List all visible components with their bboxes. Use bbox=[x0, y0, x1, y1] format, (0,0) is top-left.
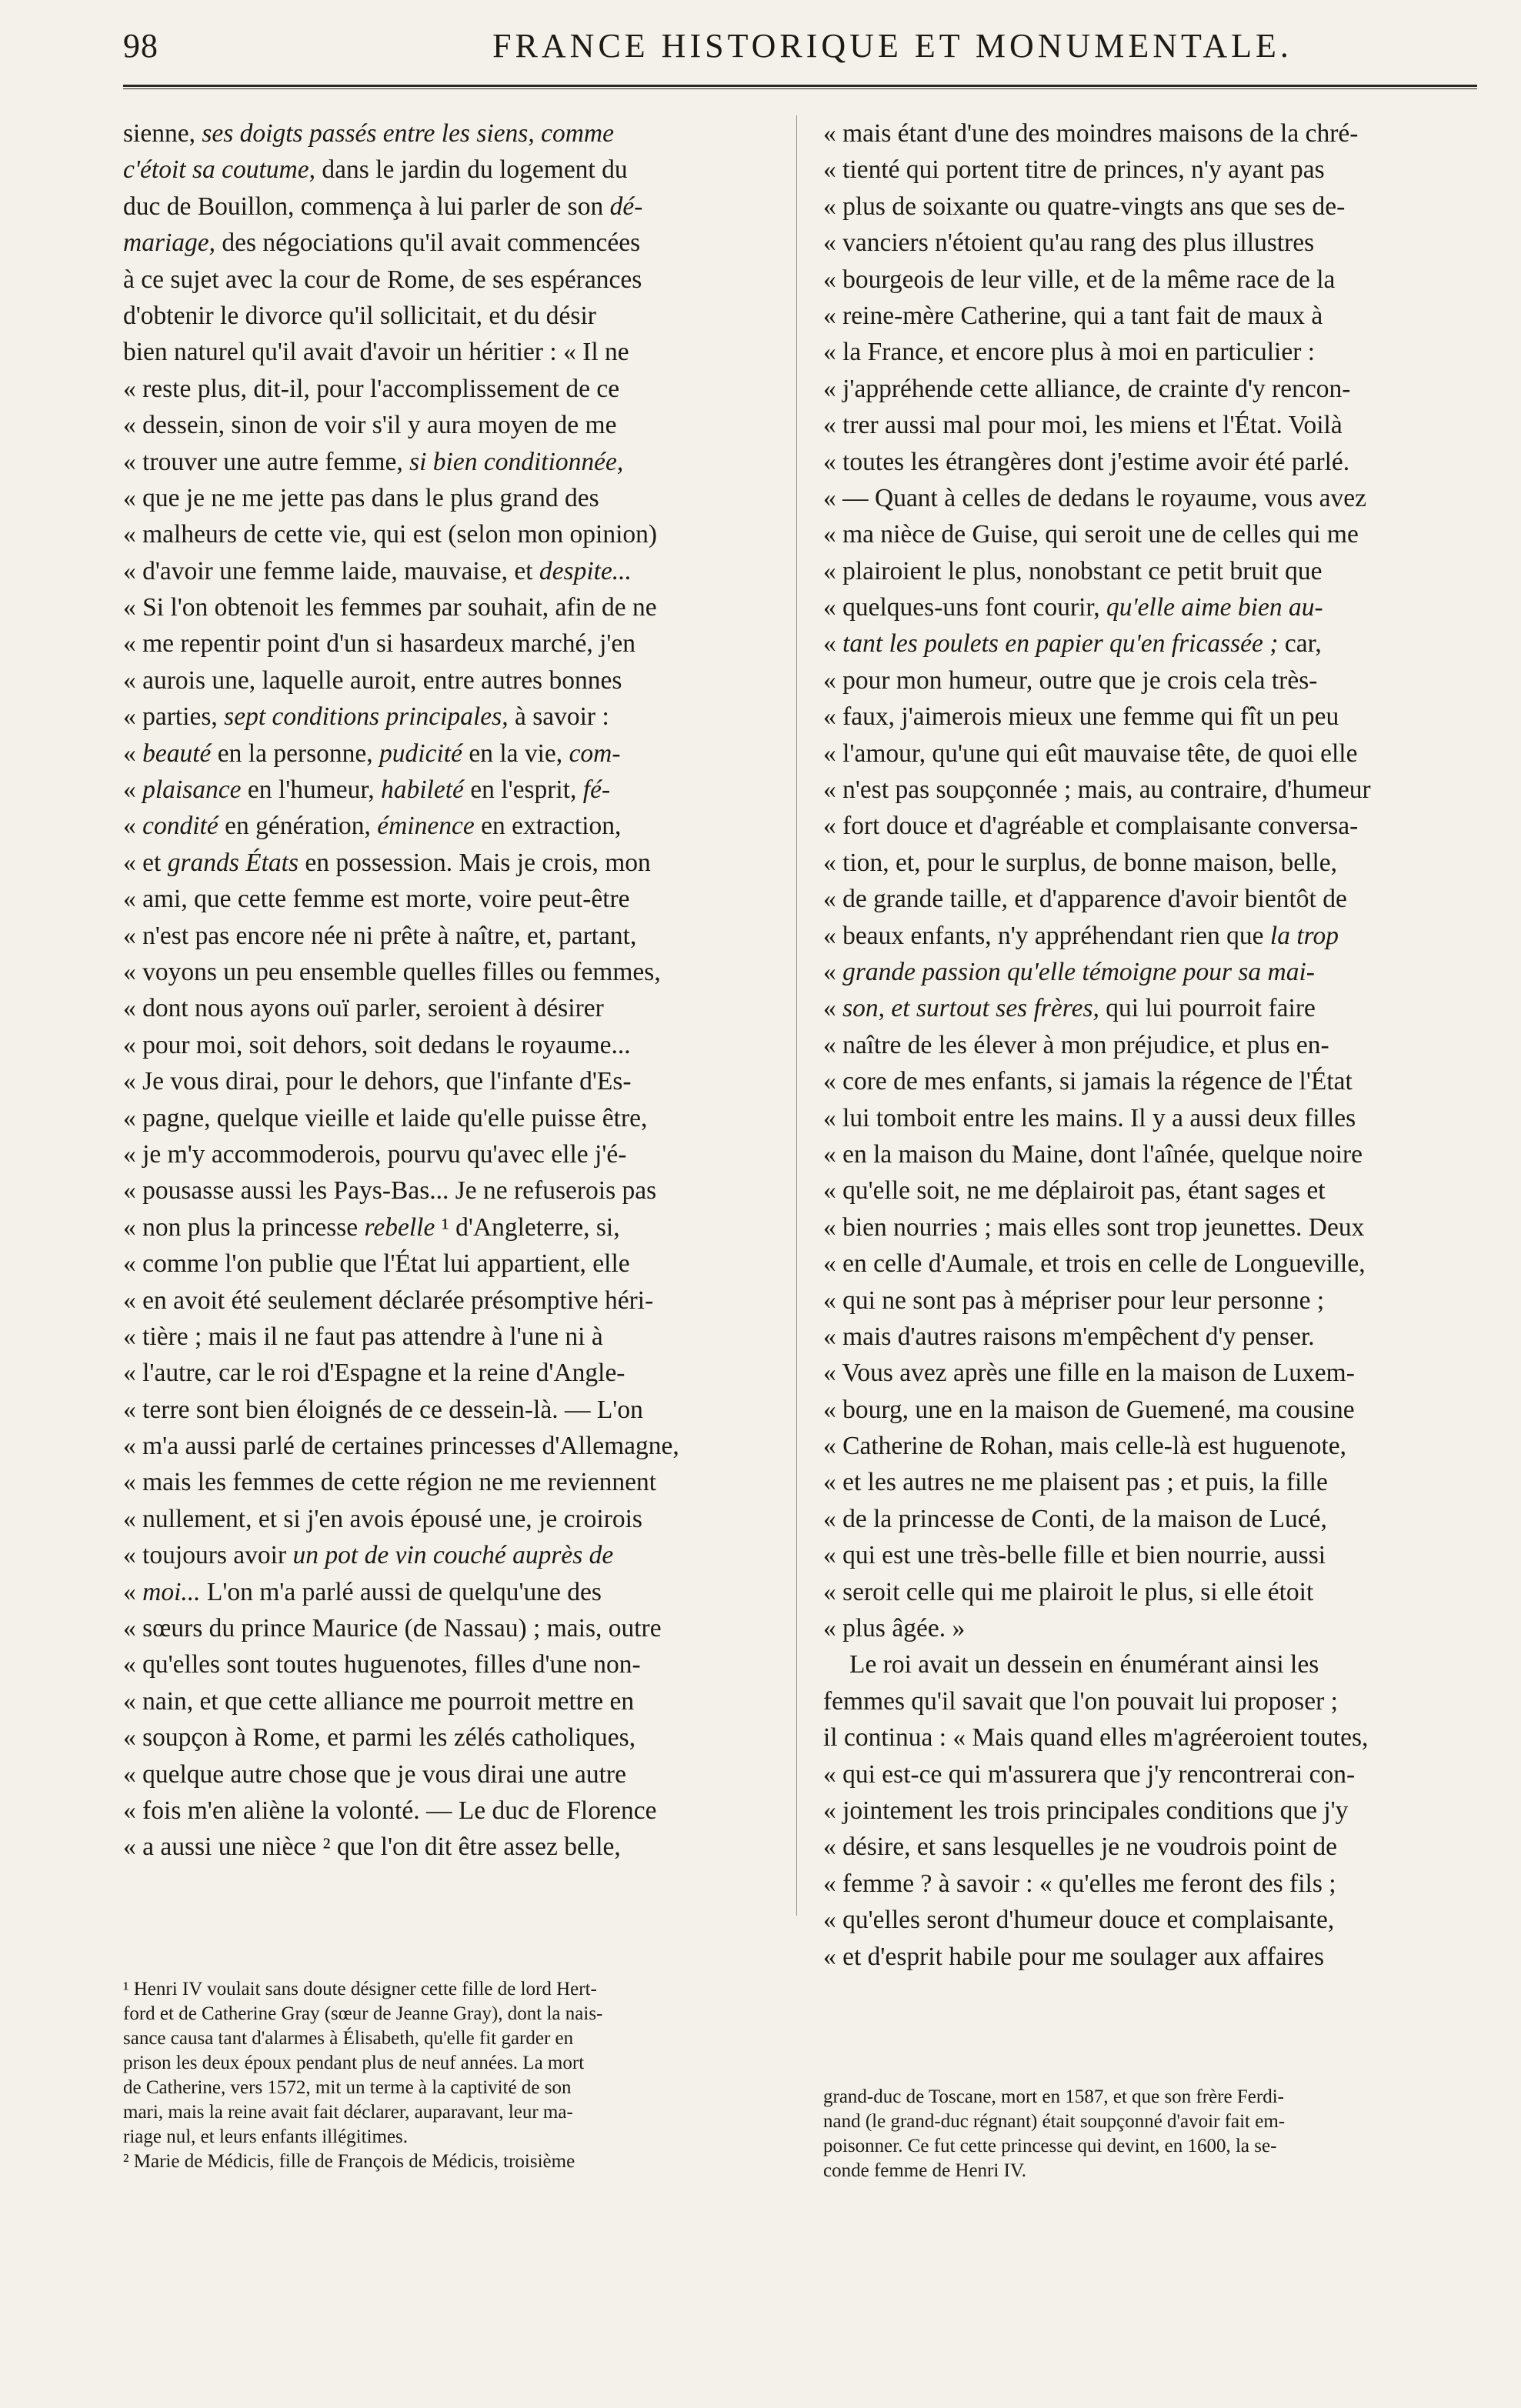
text-line: « la France, et encore plus à moi en particulier : bbox=[823, 338, 1316, 367]
text-line: « trer aussi mal pour moi, les miens et l'État. Voilà bbox=[823, 411, 1343, 440]
text-line: « condité en génération, éminence en extraction, bbox=[123, 812, 622, 841]
text-line: « l'autre, car le roi d'Espagne et la reine d'Angle- bbox=[123, 1359, 625, 1388]
footnote-line: grand-duc de Toscane, mort en 1587, et que son frère Ferdi- bbox=[823, 2086, 1284, 2107]
text-line: « dont nous ayons ouï parler, seroient à désirer bbox=[123, 994, 604, 1023]
text-line: « qu'elles sont toutes huguenotes, filles d'une non- bbox=[123, 1650, 641, 1679]
text-line: « son, et surtout ses frères, qui lui pourroit faire bbox=[823, 994, 1316, 1023]
text-line: « bourgeois de leur ville, et de la même race de la bbox=[823, 265, 1336, 294]
text-line: c'étoit sa coutume, dans le jardin du logement du bbox=[123, 155, 628, 185]
text-line: « mais les femmes de cette région ne me reviennent bbox=[123, 1468, 656, 1497]
header-rule bbox=[123, 85, 1477, 89]
text-line: « comme l'on publie que l'État lui appartient, elle bbox=[123, 1249, 630, 1279]
text-line: duc de Bouillon, commença à lui parler de son dé- bbox=[123, 192, 643, 221]
text-line: « m'a aussi parlé de certaines princesses d'Allemagne, bbox=[123, 1432, 679, 1461]
text-line: « a aussi une nièce ² que l'on dit être assez belle, bbox=[123, 1833, 621, 1862]
text-line: mariage, des négociations qu'il avait commencées bbox=[123, 228, 641, 258]
text-line: « femme ? à savoir : « qu'elles me feront des fils ; bbox=[823, 1869, 1336, 1898]
text-line: d'obtenir le divorce qu'il sollicitait, et du désir bbox=[123, 301, 596, 330]
text-line: « tion, et, pour le surplus, de bonne maison, belle, bbox=[823, 848, 1338, 877]
text-line: « seroit celle qui me plairoit le plus, si elle étoit bbox=[823, 1577, 1314, 1606]
text-line: « lui tomboit entre les mains. Il y a aussi deux filles bbox=[823, 1103, 1356, 1132]
text-line: « en la maison du Maine, dont l'aînée, quelque noire bbox=[823, 1139, 1363, 1169]
text-line: « reine-mère Catherine, qui a tant fait de maux à bbox=[823, 301, 1323, 330]
text-line: « malheurs de cette vie, qui est (selon mon opinion) bbox=[123, 520, 658, 549]
text-line: « parties, sept conditions principales, à savoir : bbox=[123, 702, 609, 732]
footnote-line: conde femme de Henri IV. bbox=[823, 2160, 1027, 2181]
text-line: « qu'elle soit, ne me déplairoit pas, étant sages et bbox=[823, 1176, 1326, 1206]
text-line: « fort douce et d'agréable et complaisante conversa- bbox=[823, 812, 1359, 841]
footnote-line: ² Marie de Médicis, fille de François de Médicis, troisième bbox=[123, 2151, 575, 2172]
text-line: « grande passion qu'elle témoigne pour sa mai- bbox=[823, 957, 1315, 986]
text-line: « sœurs du prince Maurice (de Nassau) ; mais, outre bbox=[123, 1614, 662, 1643]
text-line: « en avoit été seulement déclarée présomptive héri- bbox=[123, 1286, 654, 1315]
page-number: 98 bbox=[123, 27, 158, 65]
footnote-line: mari, mais la reine avait fait déclarer, auparavant, leur ma- bbox=[123, 2102, 573, 2123]
text-line: « beaux enfants, n'y appréhendant rien que la trop bbox=[823, 921, 1339, 950]
footnote-line: sance causa tant d'alarmes à Élisabeth, qu'elle fit garder en bbox=[123, 2028, 574, 2049]
text-line: « aurois une, laquelle auroit, entre autres bonnes bbox=[123, 665, 622, 695]
text-line: « et les autres ne me plaisent pas ; et puis, la fille bbox=[823, 1468, 1328, 1497]
text-line: femmes qu'il savait que l'on pouvait lui proposer ; bbox=[823, 1686, 1338, 1716]
text-line: « dessein, sinon de voir s'il y aura moyen de me bbox=[123, 411, 617, 440]
text-line: « d'avoir une femme laide, mauvaise, et despite... bbox=[123, 556, 632, 585]
text-line: « bien nourries ; mais elles sont trop jeunettes. Deux bbox=[823, 1212, 1365, 1242]
running-title: FRANCE HISTORIQUE ET MONUMENTALE. bbox=[492, 27, 1293, 65]
footnotes-right bbox=[823, 2085, 1493, 2183]
footnotes-left bbox=[123, 1977, 792, 2174]
text-line: « ma nièce de Guise, qui seroit une de celles qui me bbox=[823, 520, 1359, 549]
footnote-line: de Catherine, vers 1572, mit un terme à la captivité de son bbox=[123, 2077, 572, 2098]
page-header bbox=[123, 26, 1477, 80]
text-line: à ce sujet avec la cour de Rome, de ses espérances bbox=[123, 265, 642, 294]
text-line: « pour mon humeur, outre que je crois cela très- bbox=[823, 665, 1318, 695]
text-line: « tant les poulets en papier qu'en fricassée ; car, bbox=[823, 629, 1322, 659]
text-line: « et d'esprit habile pour me soulager aux affaires bbox=[823, 1942, 1324, 1971]
text-line: « qui ne sont pas à mépriser pour leur personne ; bbox=[823, 1286, 1325, 1315]
text-line: « mais d'autres raisons m'empêchent d'y penser. bbox=[823, 1322, 1315, 1351]
footnote-line: ford et de Catherine Gray (sœur de Jeanne Gray), dont la nais- bbox=[123, 2003, 603, 2024]
text-line: sienne, ses doigts passés entre les siens, comme bbox=[123, 119, 614, 148]
text-line: « moi... L'on m'a parlé aussi de quelqu'une des bbox=[123, 1577, 602, 1606]
footnote-line: riage nul, et leurs enfants illégitimes. bbox=[123, 2126, 409, 2147]
text-line: « beauté en la personne, pudicité en la vie, com- bbox=[123, 739, 621, 768]
text-line: « trouver une autre femme, si bien conditionnée, bbox=[123, 447, 624, 476]
text-line: « — Quant à celles de dedans le royaume, vous avez bbox=[823, 483, 1367, 512]
text-line: « vanciers n'étoient qu'au rang des plus illustres bbox=[823, 228, 1315, 258]
text-line: « Je vous dirai, pour le dehors, que l'infante d'Es- bbox=[123, 1067, 632, 1096]
text-line: « je m'y accommoderois, pourvu qu'avec elle j'é- bbox=[123, 1139, 627, 1169]
text-line: « toutes les étrangères dont j'estime avoir été parlé. bbox=[823, 447, 1350, 476]
text-line: Le roi avait un dessein en énumérant ainsi les bbox=[849, 1650, 1319, 1679]
text-line: « fois m'en aliène la volonté. — Le duc de Florence bbox=[123, 1796, 657, 1825]
text-line: « mais étant d'une des moindres maisons de la chré- bbox=[823, 119, 1359, 148]
text-line: « et grands États en possession. Mais je crois, mon bbox=[123, 848, 651, 877]
text-line: « bourg, une en la maison de Guemené, ma cousine bbox=[823, 1395, 1355, 1424]
text-line: « pagne, quelque vieille et laide qu'elle puisse être, bbox=[123, 1103, 648, 1132]
text-line: « toujours avoir un pot de vin couché auprès de bbox=[123, 1541, 614, 1570]
text-line: « nain, et que cette alliance me pourroit mettre en bbox=[123, 1686, 635, 1716]
footnote-line: nand (le grand-duc régnant) était soupçonné d'avoir fait em- bbox=[823, 2111, 1286, 2132]
footnote-line: poisonner. Ce fut cette princesse qui devint, en 1600, la se- bbox=[823, 2136, 1277, 2156]
text-line: « ami, que cette femme est morte, voire peut-être bbox=[123, 885, 630, 914]
text-line: « naître de les élever à mon préjudice, et plus en- bbox=[823, 1030, 1329, 1059]
text-line: « quelque autre chose que je vous dirai une autre bbox=[123, 1759, 626, 1789]
text-line: « jointement les trois principales conditions que j'y bbox=[823, 1796, 1349, 1825]
text-line: « soupçon à Rome, et parmi les zélés catholiques, bbox=[123, 1723, 636, 1753]
footnote-line: prison les deux époux pendant plus de neuf années. La mort bbox=[123, 2053, 585, 2073]
text-line: « en celle d'Aumale, et trois en celle de Longueville, bbox=[823, 1249, 1366, 1279]
text-line: « Si l'on obtenoit les femmes par souhait, afin de ne bbox=[123, 593, 657, 622]
right-column bbox=[823, 115, 1493, 2308]
text-line: « n'est pas soupçonnée ; mais, au contraire, d'humeur bbox=[823, 775, 1371, 805]
text-line: « voyons un peu ensemble quelles filles ou femmes, bbox=[123, 957, 661, 986]
text-line: « reste plus, dit-il, pour l'accomplissement de ce bbox=[123, 374, 620, 403]
text-line: « pousasse aussi les Pays-Bas... Je ne refuserois pas bbox=[123, 1176, 657, 1206]
text-line: « plus de soixante ou quatre-vingts ans que ses de- bbox=[823, 192, 1346, 221]
text-line: bien naturel qu'il avait d'avoir un héritier : « Il ne bbox=[123, 338, 629, 367]
text-line: « désire, et sans lesquelles je ne voudrois point de bbox=[823, 1833, 1337, 1862]
text-line: « tière ; mais il ne faut pas attendre à l'une ni à bbox=[123, 1322, 603, 1351]
text-line: « plus âgée. » bbox=[823, 1614, 966, 1643]
text-line: « plaisance en l'humeur, habileté en l'esprit, fé- bbox=[123, 775, 611, 805]
text-line: « faux, j'aimerois mieux une femme qui fît un peu bbox=[823, 702, 1339, 732]
text-line: « qui est-ce qui m'assurera que j'y rencontrerai con- bbox=[823, 1759, 1356, 1789]
text-line: « n'est pas encore née ni prête à naître, et, partant, bbox=[123, 921, 637, 950]
text-line: « tienté qui portent titre de princes, n'y ayant pas bbox=[823, 155, 1325, 185]
text-line: « qui est une très-belle fille et bien nourrie, aussi bbox=[823, 1541, 1326, 1570]
column-divider bbox=[796, 115, 797, 1916]
footnote-line: ¹ Henri IV voulait sans doute désigner cette fille de lord Hert- bbox=[123, 1979, 597, 1999]
text-line: « me repentir point d'un si hasardeux marché, j'en bbox=[123, 629, 636, 659]
text-line: « Vous avez après une fille en la maison de Luxem- bbox=[823, 1359, 1355, 1388]
text-line: « que je ne me jette pas dans le plus grand des bbox=[123, 483, 599, 512]
text-line: « non plus la princesse rebelle ¹ d'Angleterre, si, bbox=[123, 1212, 620, 1242]
text-line: « plairoient le plus, nonobstant ce petit bruit que bbox=[823, 556, 1323, 585]
text-line: « quelques-uns font courir, qu'elle aime bien au- bbox=[823, 593, 1323, 622]
text-line: « de la princesse de Conti, de la maison de Lucé, bbox=[823, 1504, 1327, 1533]
text-line: « nullement, et si j'en avois épousé une, je croirois bbox=[123, 1504, 642, 1533]
text-line: « de grande taille, et d'apparence d'avoir bientôt de bbox=[823, 885, 1347, 914]
text-line: « Catherine de Rohan, mais celle-là est huguenote, bbox=[823, 1432, 1347, 1461]
text-line: « l'amour, qu'une qui eût mauvaise tête, de quoi elle bbox=[823, 739, 1358, 768]
text-line: « core de mes enfants, si jamais la régence de l'État bbox=[823, 1067, 1353, 1096]
text-line: « qu'elles seront d'humeur douce et complaisante, bbox=[823, 1906, 1335, 1935]
text-line: « pour moi, soit dehors, soit dedans le royaume... bbox=[123, 1030, 631, 1059]
text-line: « terre sont bien éloignés de ce dessein-là. — L'on bbox=[123, 1395, 643, 1424]
text-line: il continua : « Mais quand elles m'agréeroient toutes, bbox=[823, 1723, 1369, 1753]
text-line: « j'appréhende cette alliance, de crainte d'y rencon- bbox=[823, 374, 1351, 403]
